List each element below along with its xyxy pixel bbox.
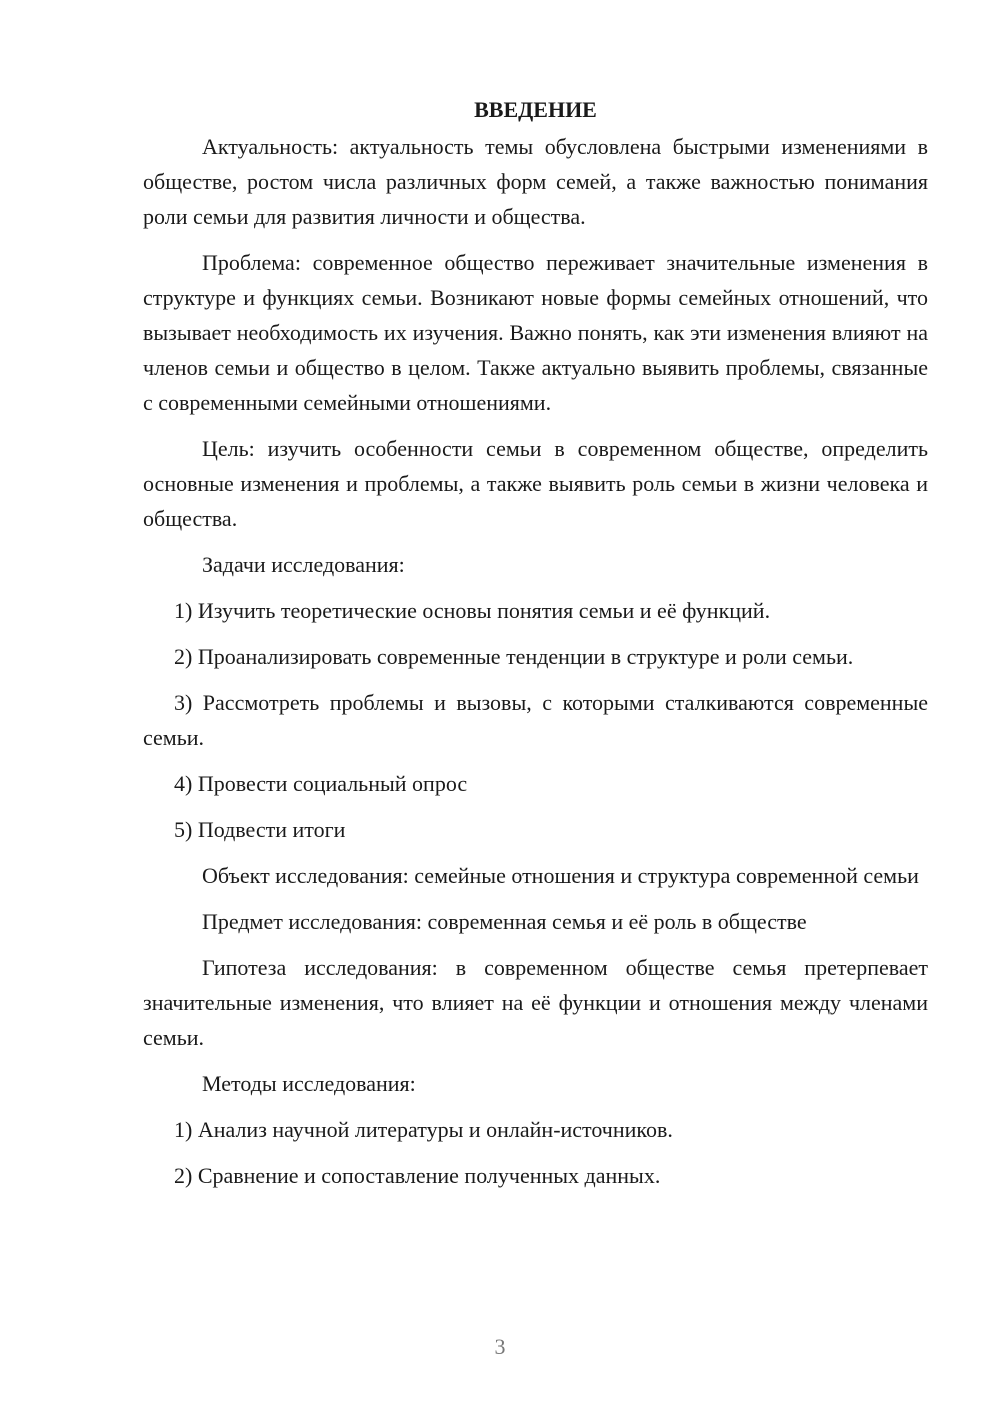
page-number: 3 <box>494 1334 506 1359</box>
method-item-2: 2) Сравнение и сопоставление полученных данных. <box>174 1163 661 1188</box>
task-item-3: 3) Рассмотреть проблемы и вызовы, с которыми сталкиваются современные семьи. <box>143 690 928 750</box>
paragraph-hypothesis: Гипотеза исследования: в современном обществе семья претерпевает значительные изменения, что влияет на её функции и отношения между членами семьи. <box>143 955 928 1050</box>
task-item-5: 5) Подвести итоги <box>174 817 346 842</box>
document-page <box>143 92 928 1204</box>
method-item-1: 1) Анализ научной литературы и онлайн-источников. <box>174 1117 673 1142</box>
paragraph-problem: Проблема: современное общество переживает значительные изменения в структуре и функциях семьи. Возникают новые формы семейных отношений, что вызывает необходимость их изучения. Важно понять, как эти изменения влияют на членов семьи и общество в целом. Также актуально выявить проблемы, связанные с современными семейными отношениями. <box>143 250 928 415</box>
paragraph-relevance: Актуальность: актуальность темы обусловлена быстрыми изменениями в обществе, ростом числа различных форм семей, а также важностью понимания роли семьи для развития личности и общества. <box>143 134 928 229</box>
methods-heading: Методы исследования: <box>202 1071 416 1096</box>
section-title: ВВЕДЕНИЕ <box>474 97 597 122</box>
tasks-heading: Задачи исследования: <box>202 552 405 577</box>
paragraph-object: Объект исследования: семейные отношения и структура современной семьи <box>202 863 919 888</box>
paragraph-subject: Предмет исследования: современная семья и её роль в обществе <box>202 909 807 934</box>
paragraph-goal: Цель: изучить особенности семьи в современном обществе, определить основные изменения и проблемы, а также выявить роль семьи в жизни человека и общества. <box>143 436 928 531</box>
task-item-1: 1) Изучить теоретические основы понятия семьи и её функций. <box>174 598 771 623</box>
task-item-2: 2) Проанализировать современные тенденции в структуре и роли семьи. <box>174 644 854 669</box>
task-item-4: 4) Провести социальный опрос <box>174 771 468 796</box>
